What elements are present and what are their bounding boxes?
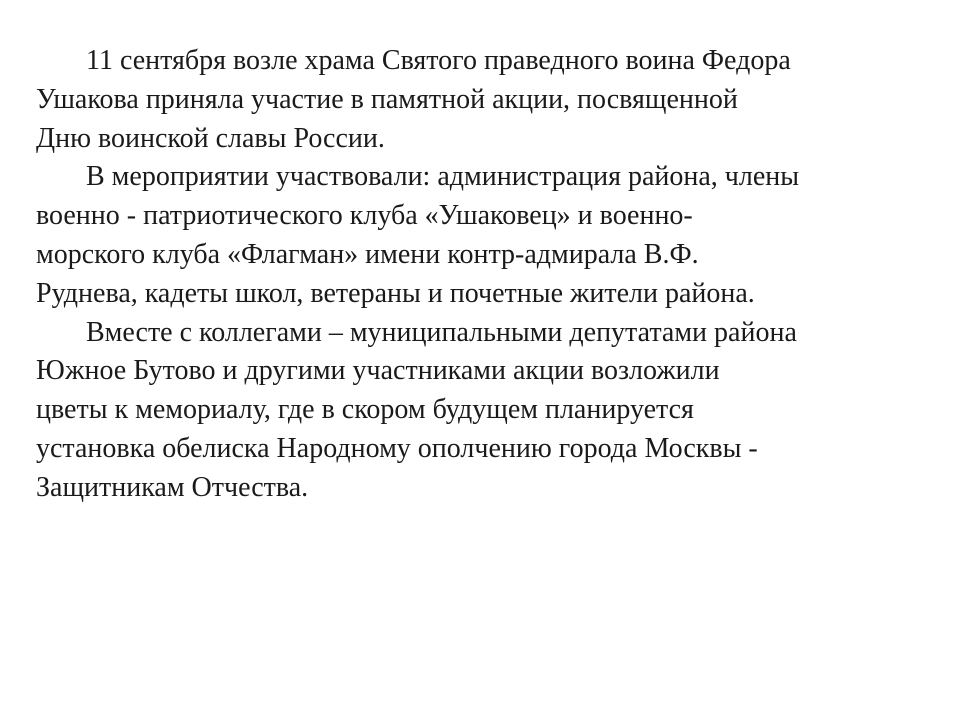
text-line: установка обелиска Народному ополчению города Москвы - [36,432,758,464]
text-line: 11 сентября возле храма Святого праведного воина Федора [86,45,791,76]
paragraph-1 [36,42,916,158]
text-line: военно - патриотического клуба «Ушаковец» и военно- [36,200,693,232]
text-line: Руднева, кадеты школ, ветераны и почетные жители района. [36,277,755,309]
text-line: морского клуба «Флагман» имени контр-адмирала В.Ф. [36,238,699,270]
text-line: Защитникам Отчества. [36,471,309,503]
text-line: В мероприятии участвовали: администрация района, члены [86,161,800,193]
paragraph-2 [36,158,916,313]
text-line: Дню воинской славы России. [36,122,385,154]
text-line: Южное Бутово и другими участниками акции возложили [36,355,720,387]
text-block [36,42,916,508]
text-line: цветы к мемориалу, где в скором будущем планируется [36,394,694,426]
text-line: Вместе с коллегами – муниципальными депутатами района [86,316,797,348]
paragraph-3 [36,314,916,508]
text-line: Ушакова приняла участие в памятной акции, посвященной [36,83,738,115]
